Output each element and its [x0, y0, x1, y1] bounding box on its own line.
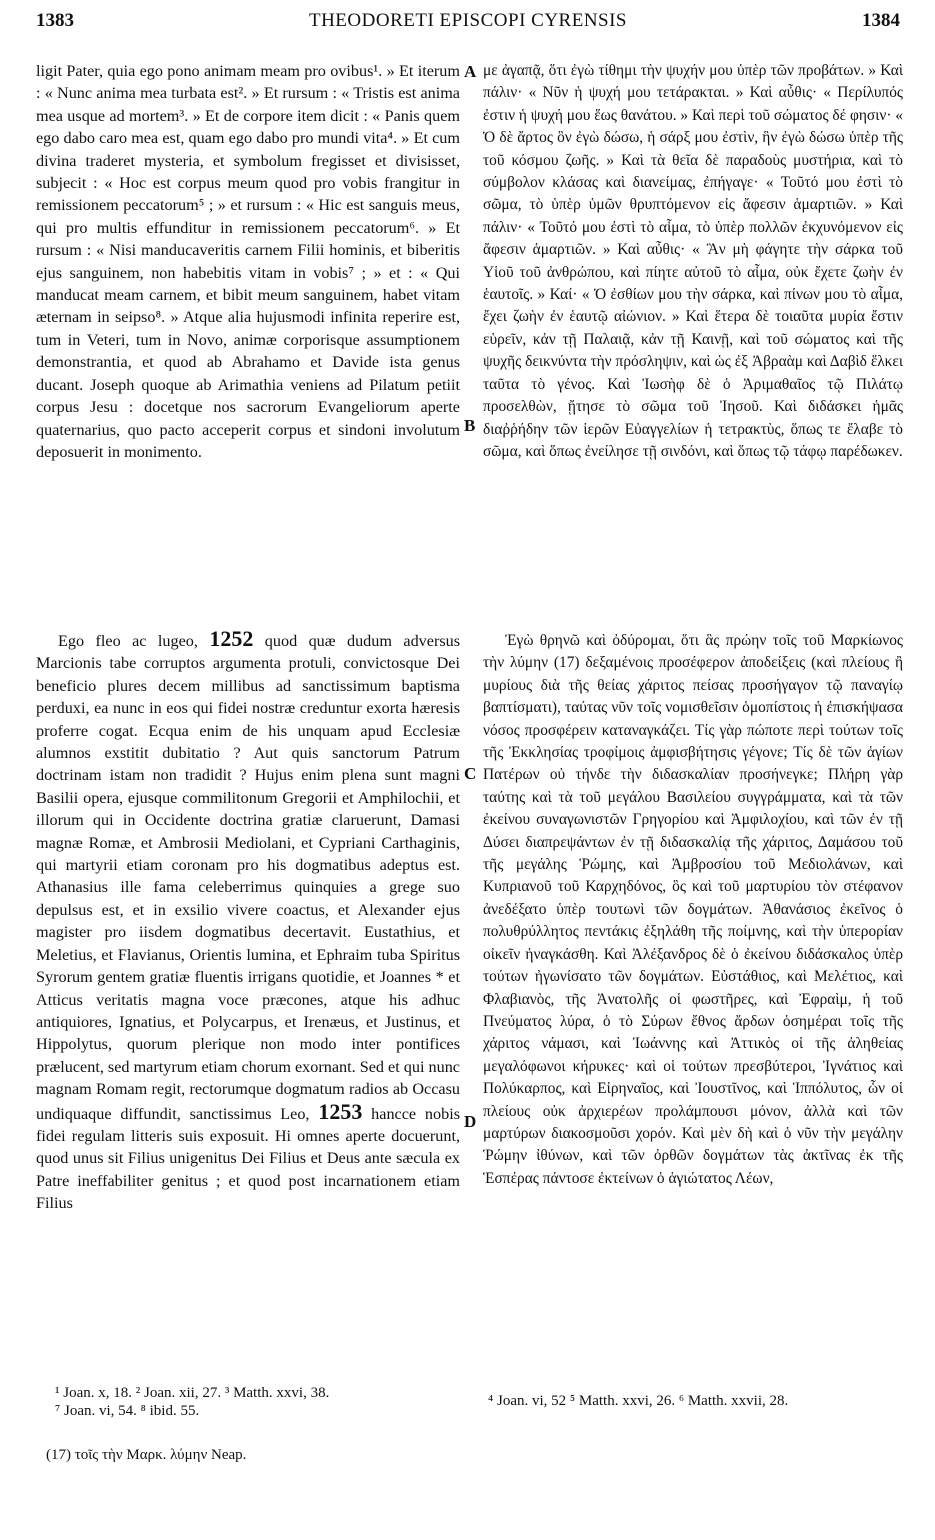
page-number-right: 1384: [862, 10, 900, 31]
latin-paragraph-2: [36, 628, 460, 1215]
greek-column-top: [483, 60, 903, 618]
running-title: THEODORETI EPISCOPI CYRENSIS: [308, 10, 628, 31]
page-header: [36, 10, 900, 38]
page-number-left: 1383: [36, 10, 74, 31]
greek-column-bottom: [483, 630, 903, 1375]
latin-p2-start: Ego fleo ac lugeo,: [58, 632, 198, 650]
latin-p2-middle: quod quæ dudum adversus Marcionis tabe corruptos argumenta protuli, convictosque Dei beneficio plures decem millibus ad sanctissimum baptisma perduxi, ea nunc in eos qui fidei nostræ creduntur exorta hæresis proferre cogat. Ecqua enim de his unquam apud Ecclesiæ alumnos exstitit dubitatio ? Aut quis sanctorum Patrum doctrinam istam non tradidit ? Hujus enim plena sunt magni Basilii opera, ejusque commilitonum Gregorii et Amphilochii, et illorum qui in Occidente doctrina gratiæ claruerunt, Damasi magnæ Romæ, et Ambrosii Mediolani, et Cypriani Carthaginis, qui martyrii etiam coronam pro his dogmatibus adeptus est. Athanasius ille fama celeberrimus quinquies a grege suo depulsus est, et in exsilio vivere coactus, et Alexander ejus magister pro iisdem dogmatibus decertavit. Eustathius, et Meletius, et Flavianus, Orientis lumina, et Ephraim tuba Spiritus Syrorum gentem gratiæ fluentis irrigans quotidie, et Joannes * et Atticus veritatis magna voce præcones, atque his adhuc antiquiores, Ignatius, et Polycarpus, et Irenæus, et Justinus, et Hippolytus, quorum plerique non modo inter pontifices prælucent, sed martyrum etiam chorum exornant. Sed et qui nunc magnam Romam regit, rectorumque dogmatum radios ab Occasu undiquaque diffundit, sanctissimus Leo,: [36, 632, 460, 1123]
latin-column-bottom: [36, 628, 460, 1373]
variant-reading-note: (17) τοῖς τὴν Μαρκ. λύμην Neap.: [46, 1447, 247, 1463]
footnote-line: ⁷ Joan. vi, 54. ⁸ ibid. 55.: [55, 1403, 200, 1419]
margin-letter-d: D: [464, 1112, 477, 1131]
latin-p2-end: hancce nobis fidei regulam litteris suis exposuit. Hi omnes aperte docuerunt, quod unus sit Filius unigenitus Dei Filius et Deus ante sæcula ex Patre ineffabiliter genitus ; et quod post incarnationem etiam Filius: [36, 1104, 460, 1213]
footnote-line: ¹ Joan. x, 18. ² Joan. xii, 27. ³ Matth. xxvi, 38.: [55, 1385, 330, 1401]
margin-letter-c: C: [464, 764, 477, 783]
greek-paragraph-1: με ἀγαπᾷ, ὅτι ἐγὼ τίθημι τὴν ψυχήν μου ὑπὲρ τῶν προβάτων. » Καὶ πάλιν· « Νῦν ἡ ψυχή μου τετάρακται. » Καὶ αὖθις· « Περίλυπός ἐστιν ἡ ψυχή μου ἕως θανάτου. » Καὶ περὶ τοῦ σώματος δέ φησιν· « Ὁ δὲ ἄρτος ὃν ἐγὼ δώσω, ἡ σάρξ μου ἐστὶν, ἣν ἐγὼ δώσω ὑπὲρ τῆς τοῦ κόσμου ζωῆς. » Καὶ τὰ θεῖα δὲ παραδοὺς μυστήρια, καὶ τὸ σύμβολον κλάσας καὶ διανείμας, ἐπήγαγε· « Τοῦτό μου ἐστὶ τὸ σῶμα, τὸ ὑπὲρ ὑμῶν θρυπτόμενον εἰς ἄφεσιν ἁμαρτιῶν. » Καὶ πάλιν· « Τοῦτό μου ἐστὶ τὸ αἷμα, τὸ ὑπὲρ πολλῶν ἐκχυνόμενον εἰς ἄφεσιν ἁμαρτιῶν. » Καὶ αὖθις· « Ἂν μὴ φάγητε τὴν σάρκα τοῦ Υἱοῦ τοῦ ἀνθρώπου, καὶ πίητε αὐτοῦ τὸ αἷμα, οὐκ ἔχετε ζωὴν ἐν ἑαυτοῖς. » Καί· « Ὁ ἐσθίων μου τὴν σάρκα, καὶ πίνων μου τὸ αἷμα, ἔχει ζωὴν ἐν ἑαυτῷ αἰώνιον. » Καὶ ἕτερα δὲ τοιαῦτα μυρία ἔστιν εὑρεῖν, κἀν τῇ Παλαιᾷ, κἀν τῇ Καινῇ, καὶ τοῦ σώματος καὶ τῆς ψυχῆς δεικνύντα τὴν πρόσληψιν, καὶ ὡς ἐξ Ἀβραὰμ καὶ Δαβὶδ ἕλκει ταῦτα τὸ γένος. Καὶ Ἰωσὴφ δὲ ὁ Ἀριμαθαῖος τῷ Πιλάτῳ προσελθὼν, ᾔτησε τὸ σῶμα τοῦ Ἰησοῦ. Καὶ διδάσκει ἡμᾶς διαῤῥήδην τῶν ἱερῶν Εὐαγγελίων ἡ τετρακτὺς, ὅπως τε ἔλαβε τὸ σῶμα, καὶ ὅπως ἐνείλησε τῇ σινδόνι, καὶ ὅπως τῷ τάφῳ παρέδωκεν.: [483, 62, 903, 460]
column-number-1252: 1252: [209, 628, 254, 651]
footnotes-left: [55, 1384, 465, 1420]
margin-letter-b: B: [464, 416, 476, 435]
footnotes-right: [488, 1392, 908, 1410]
column-number-1253: 1253: [318, 1098, 363, 1124]
latin-paragraph-1: ligit Pater, quia ego pono animam meam pro ovibus¹. » Et iterum : « Nunc anima mea turbata est². » Et rursum : « Tristis est anima mea usque ad mortem³. » Et de corpore item dicit : « Panis quem ego dabo caro mea est, quam ego dabo pro mundi vita⁴. » Et cum divina traderet mysteria, et symbolum fregisset et divisisset, subjecit : « Hoc est corpus meum quod pro vobis frangitur in remissionem peccatorum⁵ ; » et rursum : « Hic est sanguis meus, qui pro multis effunditur in remissionem peccatorum⁶. » Et rursum : « Nisi manducaveritis carnem Filii hominis, et biberitis ejus sanguinem, non habebitis vitam in vobis⁷ ; » et : « Qui manducat meam carnem, et bibit meum sanguinem, habet vitam æternam in seipso⁸. » Atque alia hujusmodi infinita reperire est, tum in Veteri, tum in Novo, animæ corporisque assumptionem demonstrantia, et quod ab Abrahamo et Davide ista genus ducant. Joseph quoque ab Arimathia veniens ad Pilatum petiit corpus Jesu : docetque nos sacrorum Evangeliorum aperte quaternarius, quo pacto acceperit corpus et sindoni involutum deposuerit in monimento.: [36, 62, 460, 461]
latin-column-top: [36, 60, 460, 608]
margin-letter-a: A: [464, 62, 477, 81]
greek-paragraph-2: Ἐγὼ θρηνῶ καὶ ὀδύρομαι, ὅτι ἃς πρώην τοῖς τοῦ Μαρκίωνος τὴν λύμην (17) δεξαμένοις προσέφερον ἀποδείξεις (καὶ πλείους ἢ μυρίους διὰ τῆς θείας χάριτος πείσας προσήγαγον τῷ παναγίῳ βαπτίσματι), ταύτας νῦν τοῖς νομισθεῖσιν ὁμοπίστοις ἡ ἐπισκήψασα νόσος προσφέρειν καταναγκάζει. Τίς γὰρ πώποτε περὶ τούτων τοῖς τῆς Ἐκκλησίας τροφίμοις ἀμφισβήτησις γέγονε; Τίς δὲ τῶν ἁγίων Πατέρων οὐ τήνδε τὴν διδασκαλίαν προσήνεγκε; Πλήρη γὰρ ταύτης καὶ τὰ τοῦ μεγάλου Βασιλείου συγγράμματα, καὶ τὰ τῶν ἐκείνου συναγωνιστῶν Γρηγορίου καὶ Ἀμφιλοχίου, καὶ τῶν ἐν τῇ Δύσει διαπρεψάντων ἐν τῇ διδασκαλίᾳ τῆς χάριτος, Δαμάσου τοῦ τῆς μεγάλης Ῥώμης, καὶ Ἀμβροσίου τοῦ Μεδιολάνων, καὶ Κυπριανοῦ τοῦ Καρχηδόνος, ὃς καὶ τοῦ μαρτυρίου τὸν στέφανον ἀνεδέξατο ὑπὲρ τουτωνὶ τῶν δογμάτων. Ἀθανάσιος ἐκεῖνος ὁ πολυθρύλλητος πεντάκις ἐξηλάθη τῆς ποίμνης, καὶ τὴν ὑπερορίαν οἰκεῖν ἠναγκάσθη. Καὶ Ἀλέξανδρος δὲ ὁ ἐκείνου διδάσκαλος ὑπὲρ τούτων ἠγωνίσατο τῶν δογμάτων. Εὐστάθιος, καὶ Μελέτιος, καὶ Φλαβιανὸς, τῆς Ἀνατολῆς οἱ φωστῆρες, καὶ Ἐφραὶμ, ἡ τοῦ Πνεύματος λύρα, ὁ τὸ Σύρων ἔθνος ἄρδων ὁσημέραι τοῖς τῆς χάριτος νάμασι, καὶ Ἰωάννης καὶ Ἀττικὸς οἱ τῆς ἀληθείας μεγαλόφωνοι κήρυκες· καὶ οἱ τούτων πρεσβύτεροι, Ἰγνάτιος καὶ Πολύκαρπος, καὶ Εἰρηναῖος, καὶ Ἰουστῖνος, καὶ Ἱππόλυτος, ὧν οἱ πλείους οὐκ ἀρχιερέων προλάμπουσι μόνον, ἀλλὰ καὶ τῶν μαρτύρων διακοσμοῦσι χορόν. Καὶ μὲν δὴ καὶ ὁ νῦν τὴν μεγάλην Ῥώμην ἰθύνων, καὶ τῶν ὀρθῶν δογμάτων τὰς ἀκτῖνας ἐκ τῆς Ἑσπέρας πάντοσε ἐκτείνων ὁ ἁγιώτατος Λέων,: [483, 632, 903, 1187]
footnote-line: ⁴ Joan. vi, 52 ⁵ Matth. xxvi, 26. ⁶ Matth. xxvii, 28.: [488, 1393, 789, 1409]
